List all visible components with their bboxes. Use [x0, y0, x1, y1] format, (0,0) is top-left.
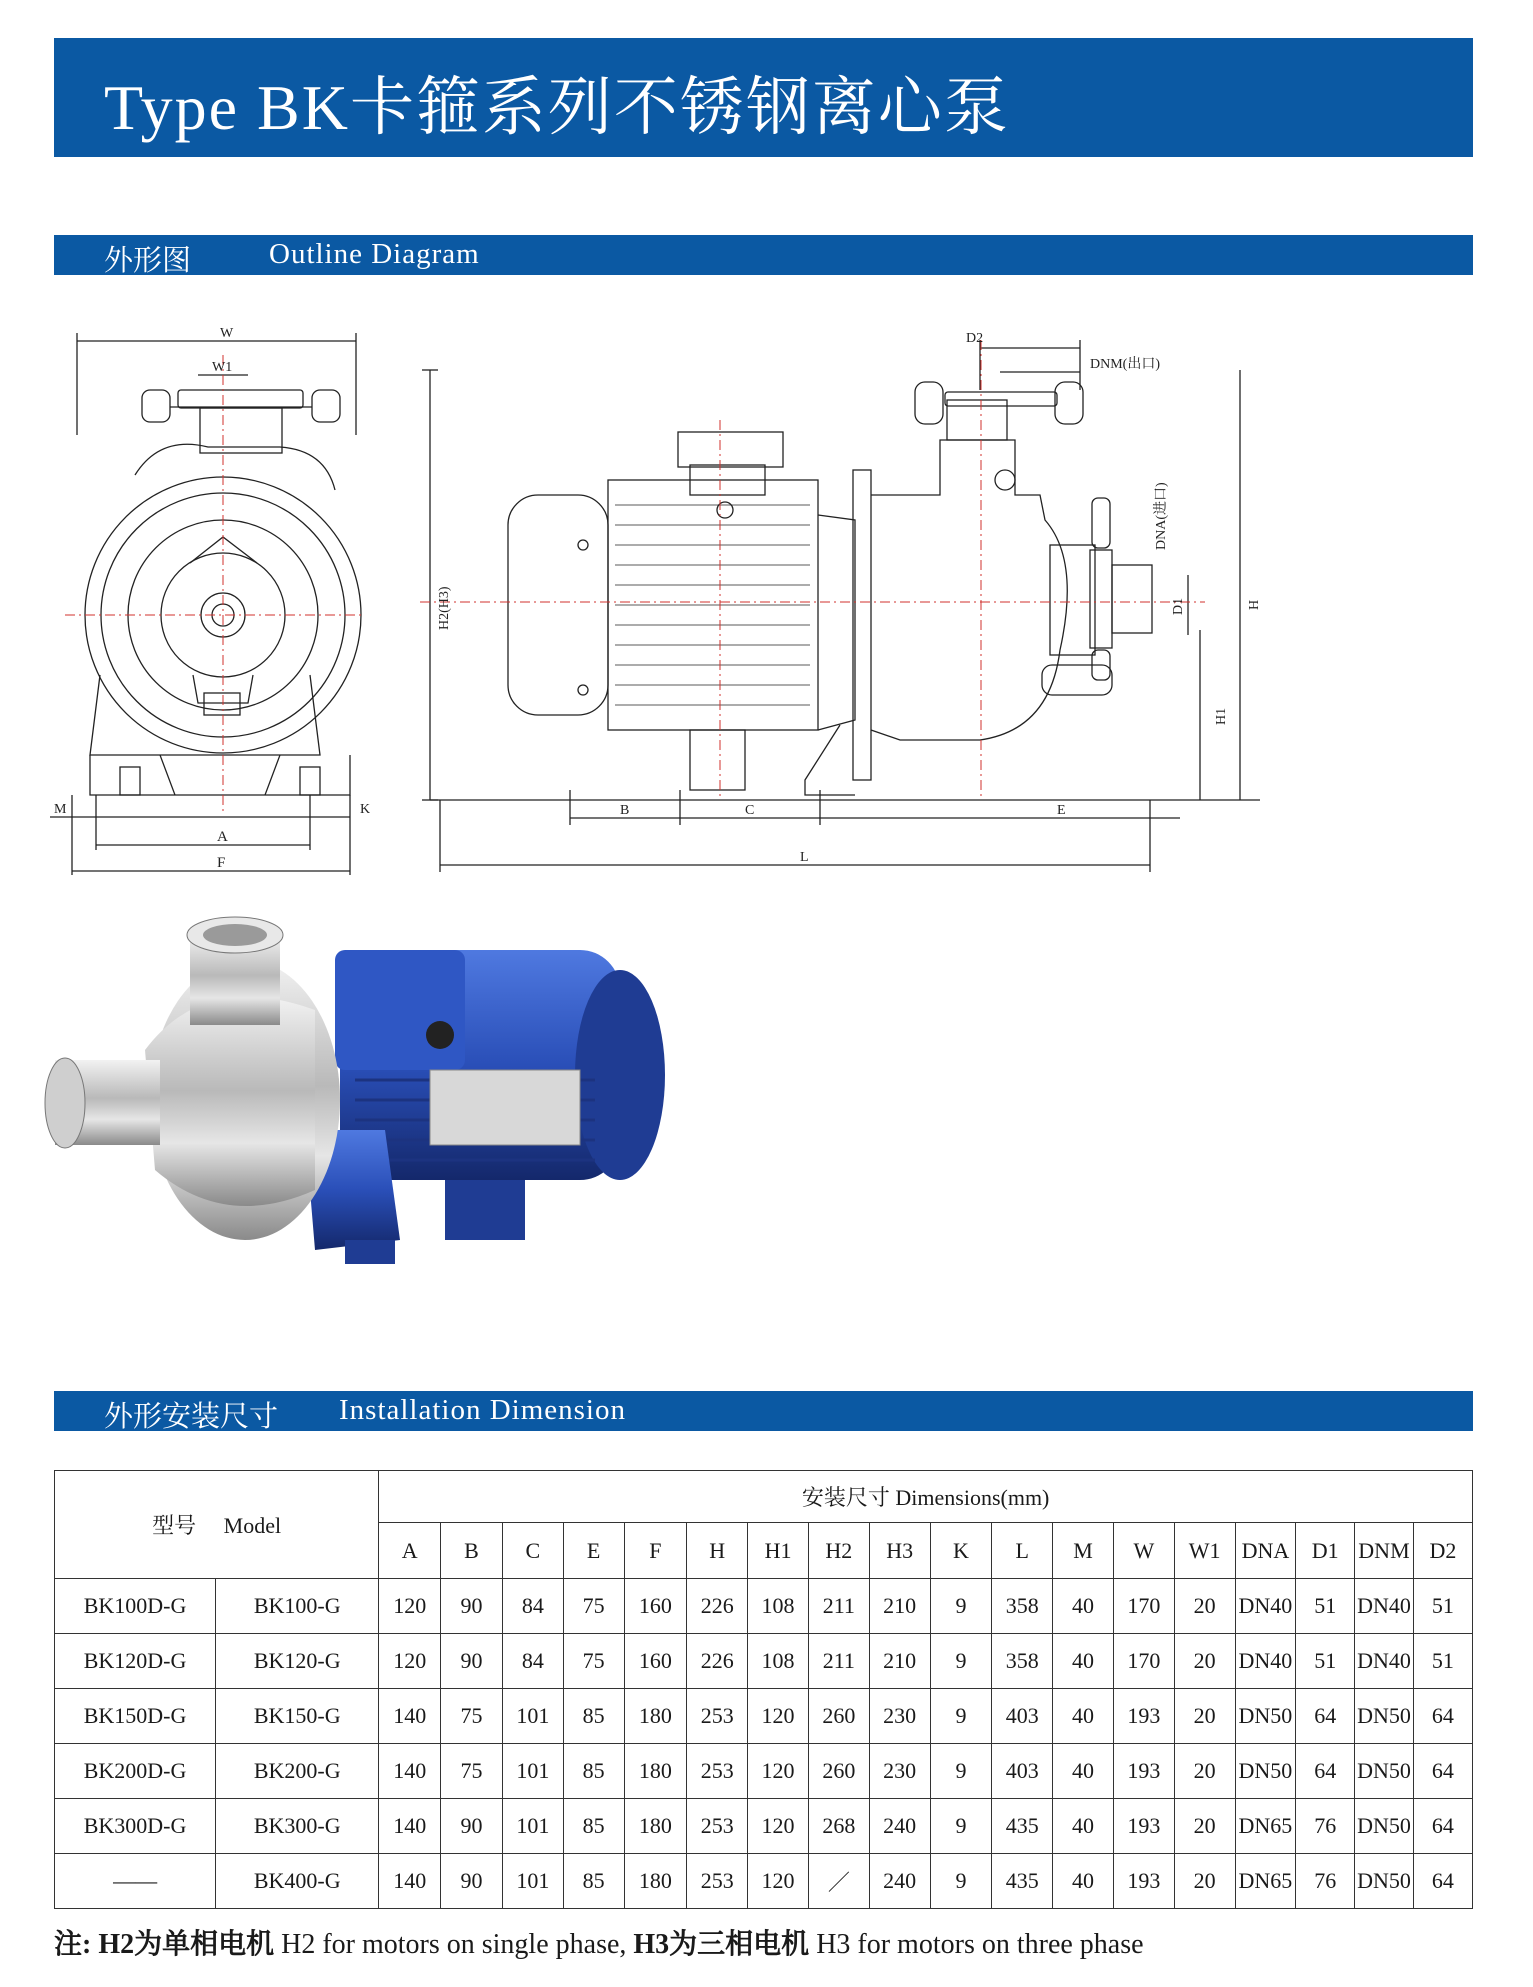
table-cell: 140	[379, 1689, 441, 1744]
label-F: F	[217, 855, 226, 871]
label-H1: H1	[1214, 707, 1229, 725]
table-cell: 170	[1113, 1579, 1174, 1634]
table-cell: 76	[1296, 1854, 1355, 1909]
table-row	[55, 1579, 1473, 1634]
table-cell: 211	[808, 1634, 869, 1689]
table-cell: 90	[441, 1854, 503, 1909]
label-W: W	[220, 326, 234, 341]
outline-section-zh: 外形图	[104, 245, 192, 277]
table-cell: 230	[869, 1744, 930, 1799]
table-cell: 64	[1413, 1799, 1472, 1854]
table-cell: 75	[563, 1634, 624, 1689]
label-K: K	[360, 802, 371, 817]
table-cell: DN50	[1235, 1744, 1296, 1799]
model-header-zh: 型号	[152, 1513, 197, 1538]
column-header: B	[441, 1523, 503, 1579]
column-header: D2	[1413, 1523, 1472, 1579]
table-header-row	[55, 1471, 1473, 1523]
install-section-en: Installation Dimension	[339, 1394, 626, 1426]
table-cell: 101	[502, 1689, 563, 1744]
pump-photo	[55, 910, 675, 1315]
label-E: E	[1057, 803, 1066, 818]
table-cell: 75	[563, 1579, 624, 1634]
table-cell: DN40	[1235, 1634, 1296, 1689]
table-cell: 40	[1053, 1854, 1114, 1909]
column-header: H3	[869, 1523, 930, 1579]
table-cell: 140	[379, 1744, 441, 1799]
table-cell: 210	[869, 1634, 930, 1689]
table-cell: 140	[379, 1799, 441, 1854]
column-header: W	[1113, 1523, 1174, 1579]
table-cell: 260	[808, 1689, 869, 1744]
table-cell: 85	[563, 1799, 624, 1854]
column-header: C	[502, 1523, 563, 1579]
table-cell: 268	[808, 1799, 869, 1854]
table-cell: DN40	[1235, 1579, 1296, 1634]
model-cell: BK120-G	[216, 1634, 379, 1689]
table-row	[55, 1634, 1473, 1689]
table-cell: 101	[502, 1854, 563, 1909]
model-cell: ——	[55, 1854, 216, 1909]
table-cell: 51	[1296, 1634, 1355, 1689]
table-cell: 20	[1174, 1634, 1235, 1689]
label-DNA: DNA(进口)	[1154, 482, 1169, 550]
table-cell: 403	[992, 1689, 1053, 1744]
table-cell: 180	[624, 1744, 687, 1799]
table-cell: 108	[748, 1634, 809, 1689]
model-cell: BK200D-G	[55, 1744, 216, 1799]
table-cell: 211	[808, 1579, 869, 1634]
dims-header: 安装尺寸 Dimensions(mm)	[379, 1471, 1473, 1523]
table-cell: 20	[1174, 1579, 1235, 1634]
table-cell: 101	[502, 1799, 563, 1854]
table-cell: DN50	[1355, 1744, 1414, 1799]
table-row	[55, 1744, 1473, 1799]
table-cell: 20	[1174, 1744, 1235, 1799]
table-cell: 193	[1113, 1799, 1174, 1854]
column-header: H2	[808, 1523, 869, 1579]
model-cell: BK100D-G	[55, 1579, 216, 1634]
note-part-2: H2 for motors on single phase,	[274, 1929, 634, 1960]
note-part-4: H3 for motors on three phase	[809, 1929, 1144, 1960]
table-cell: 226	[687, 1579, 748, 1634]
model-cell: BK150-G	[216, 1689, 379, 1744]
label-H: H	[1247, 599, 1262, 610]
table-cell: 85	[563, 1689, 624, 1744]
table-cell: DN50	[1355, 1854, 1414, 1909]
table-cell: 253	[687, 1799, 748, 1854]
table-cell: 193	[1113, 1744, 1174, 1799]
table-cell: DN50	[1355, 1689, 1414, 1744]
table-cell: DN65	[1235, 1854, 1296, 1909]
label-D2: D2	[966, 331, 984, 346]
label-H2H3: H2(H3)	[437, 586, 452, 630]
table-cell: 120	[748, 1744, 809, 1799]
table-cell: 75	[441, 1744, 503, 1799]
label-D1: D1	[1171, 597, 1186, 615]
table-cell: 120	[748, 1854, 809, 1909]
table-row	[55, 1854, 1473, 1909]
label-W1: W1	[212, 360, 233, 375]
side-view-drawing	[437, 320, 1290, 880]
column-header: W1	[1174, 1523, 1235, 1579]
table-cell: DN40	[1355, 1634, 1414, 1689]
table-cell: 260	[808, 1744, 869, 1799]
table-cell: 90	[441, 1799, 503, 1854]
table-cell: 64	[1413, 1854, 1472, 1909]
model-cell: BK300-G	[216, 1799, 379, 1854]
label-A: A	[217, 829, 228, 845]
table-cell: 51	[1413, 1634, 1472, 1689]
table-cell: 40	[1053, 1579, 1114, 1634]
table-cell: 240	[869, 1854, 930, 1909]
table-cell: 20	[1174, 1689, 1235, 1744]
table-cell: 240	[869, 1799, 930, 1854]
table-cell: 51	[1296, 1579, 1355, 1634]
table-cell: 253	[687, 1854, 748, 1909]
table-cell: 230	[869, 1689, 930, 1744]
table-cell: 90	[441, 1634, 503, 1689]
table-cell: 120	[379, 1634, 441, 1689]
table-cell: 51	[1413, 1579, 1472, 1634]
model-header	[55, 1471, 379, 1579]
table-cell: 193	[1113, 1854, 1174, 1909]
outline-section-en: Outline Diagram	[269, 238, 480, 270]
table-cell: 84	[502, 1579, 563, 1634]
table-cell: 64	[1413, 1744, 1472, 1799]
label-C: C	[745, 803, 755, 818]
column-header: E	[563, 1523, 624, 1579]
table-cell: 358	[992, 1634, 1053, 1689]
table-cell: 20	[1174, 1854, 1235, 1909]
table-cell: 40	[1053, 1634, 1114, 1689]
table-cell: 435	[992, 1799, 1053, 1854]
footnote	[54, 1922, 1144, 1962]
table-cell: DN65	[1235, 1799, 1296, 1854]
model-cell: BK150D-G	[55, 1689, 216, 1744]
model-cell: BK100-G	[216, 1579, 379, 1634]
table-cell: 358	[992, 1579, 1053, 1634]
table-cell: 9	[930, 1634, 992, 1689]
table-cell: 140	[379, 1854, 441, 1909]
table-cell: 64	[1296, 1689, 1355, 1744]
table-cell: 85	[563, 1744, 624, 1799]
install-section-header	[54, 1391, 1473, 1431]
table-cell: 226	[687, 1634, 748, 1689]
column-header: DNM	[1355, 1523, 1414, 1579]
table-cell: 180	[624, 1799, 687, 1854]
table-cell: 180	[624, 1854, 687, 1909]
label-L: L	[800, 850, 809, 865]
install-section-zh: 外形安装尺寸	[104, 1401, 279, 1433]
outline-section-header	[54, 235, 1473, 275]
table-cell: 120	[748, 1689, 809, 1744]
table-cell: 9	[930, 1854, 992, 1909]
table-cell: 210	[869, 1579, 930, 1634]
table-cell: 160	[624, 1579, 687, 1634]
front-view-drawing	[50, 315, 380, 875]
table-cell: 108	[748, 1579, 809, 1634]
table-cell: 435	[992, 1854, 1053, 1909]
table-cell: 9	[930, 1689, 992, 1744]
table-cell: 85	[563, 1854, 624, 1909]
table-row	[55, 1689, 1473, 1744]
model-cell: BK120D-G	[55, 1634, 216, 1689]
table-cell: 193	[1113, 1689, 1174, 1744]
column-header: F	[624, 1523, 687, 1579]
column-header: A	[379, 1523, 441, 1579]
column-header: H1	[748, 1523, 809, 1579]
table-cell: 75	[441, 1689, 503, 1744]
table-cell: 84	[502, 1634, 563, 1689]
table-cell: 160	[624, 1634, 687, 1689]
page-title: Type BK卡箍系列不锈钢离心泵	[104, 72, 1010, 143]
table-cell: 253	[687, 1689, 748, 1744]
column-header: D1	[1296, 1523, 1355, 1579]
title-bar	[54, 38, 1473, 157]
table-cell: 40	[1053, 1799, 1114, 1854]
table-cell: 64	[1296, 1744, 1355, 1799]
model-header-en: Model	[223, 1513, 282, 1538]
table-cell: 120	[379, 1579, 441, 1634]
note-part-1: 注: H2为单相电机	[54, 1929, 275, 1960]
dimension-table	[54, 1470, 1473, 1909]
table-cell: 9	[930, 1579, 992, 1634]
table-cell: 170	[1113, 1634, 1174, 1689]
table-cell: ／	[808, 1854, 869, 1909]
column-header: K	[930, 1523, 992, 1579]
table-row	[55, 1799, 1473, 1854]
label-B: B	[620, 803, 630, 818]
column-header: DNA	[1235, 1523, 1296, 1579]
table-cell: DN50	[1235, 1689, 1296, 1744]
column-header: H	[687, 1523, 748, 1579]
label-M: M	[54, 802, 67, 817]
table-cell: 76	[1296, 1799, 1355, 1854]
table-cell: 90	[441, 1579, 503, 1634]
table-cell: 120	[748, 1799, 809, 1854]
table-cell: 64	[1413, 1689, 1472, 1744]
table-cell: 101	[502, 1744, 563, 1799]
table-cell: 253	[687, 1744, 748, 1799]
note-part-3: H3为三相电机	[633, 1929, 810, 1960]
model-cell: BK200-G	[216, 1744, 379, 1799]
table-cell: DN50	[1355, 1799, 1414, 1854]
column-header: M	[1053, 1523, 1114, 1579]
column-header: L	[992, 1523, 1053, 1579]
table-cell: DN40	[1355, 1579, 1414, 1634]
table-cell: 20	[1174, 1799, 1235, 1854]
model-cell: BK400-G	[216, 1854, 379, 1909]
table-cell: 9	[930, 1799, 992, 1854]
model-cell: BK300D-G	[55, 1799, 216, 1854]
table-cell: 40	[1053, 1744, 1114, 1799]
table-cell: 9	[930, 1744, 992, 1799]
table-cell: 403	[992, 1744, 1053, 1799]
table-cell: 40	[1053, 1689, 1114, 1744]
table-cell: 180	[624, 1689, 687, 1744]
label-DNM: DNM(出口)	[1090, 357, 1160, 372]
